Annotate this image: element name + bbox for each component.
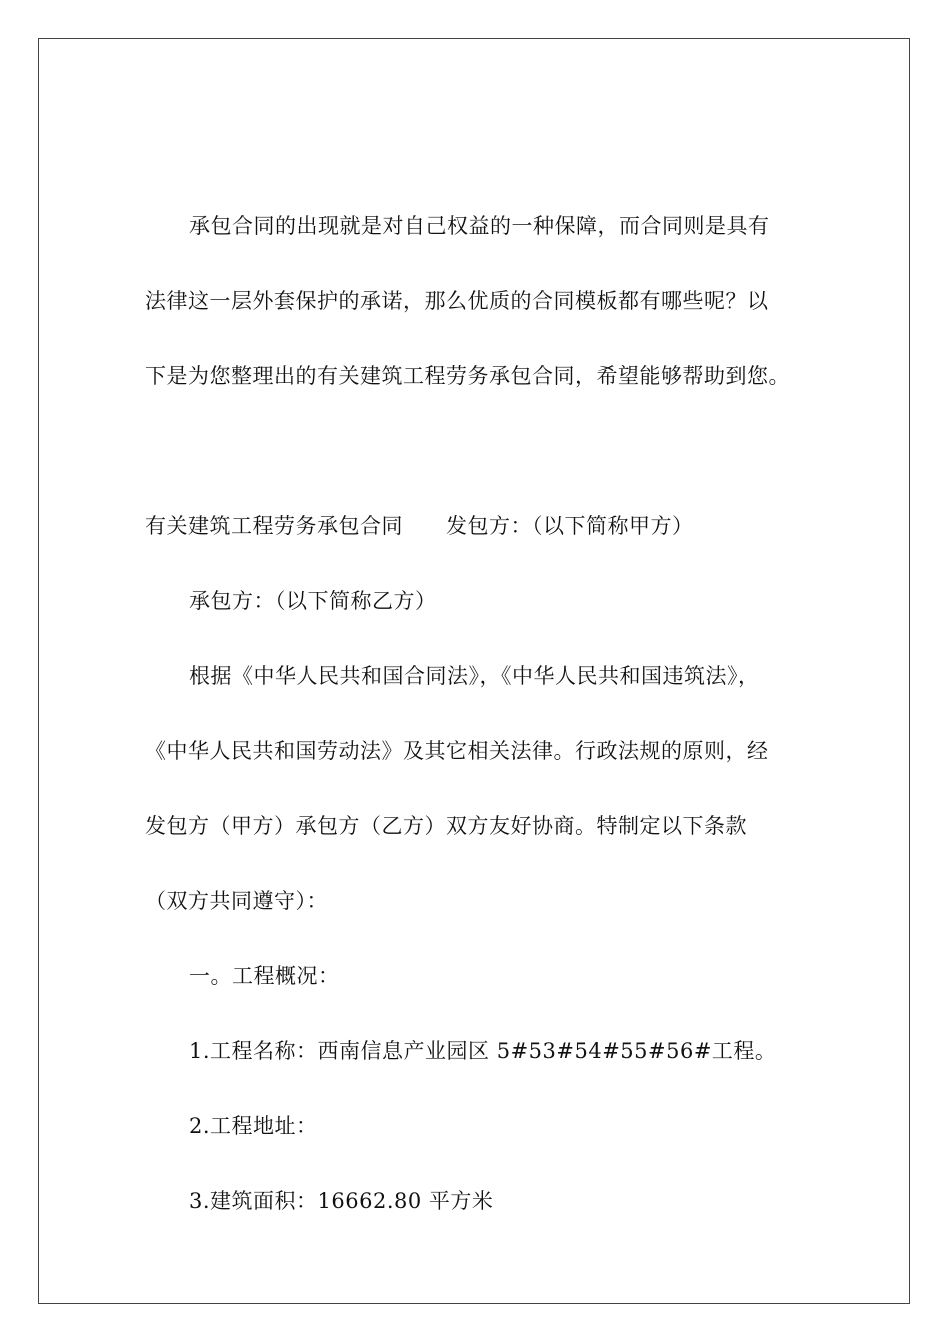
contract-title-line: 有关建筑工程劳务承包合同 发包方：（以下简称甲方） [145, 514, 694, 538]
contractor-line: 承包方：（以下简称乙方） [189, 589, 437, 613]
intro-line-3: 下是为您整理出的有关建筑工程劳务承包合同，希望能够帮助到您。 [145, 364, 790, 388]
basis-line-3: 发包方（甲方）承包方（乙方）双方友好协商。特制定以下条款 [145, 814, 747, 838]
basis-line-2: 《中华人民共和国劳动法》及其它相关法律。行政法规的原则，经 [145, 739, 769, 763]
intro-line-2: 法律这一层外套保护的承诺，那么优质的合同模板都有哪些呢？以 [145, 289, 769, 313]
item-project-address: 2.工程地址： [189, 1114, 318, 1138]
basis-line-1: 根据《中华人民共和国合同法》，《中华人民共和国违筑法》， [189, 664, 760, 688]
item-project-name: 1.工程名称：西南信息产业园区 5#53#54#55#56#工程。 [189, 1039, 777, 1063]
item-building-area: 3.建筑面积：16662.80 平方米 [189, 1189, 494, 1213]
section-heading: 一。工程概况： [189, 964, 340, 988]
basis-line-4: （双方共同遵守）： [145, 889, 328, 913]
intro-line-1: 承包合同的出现就是对自己权益的一种保障，而合同则是具有 [189, 214, 770, 238]
